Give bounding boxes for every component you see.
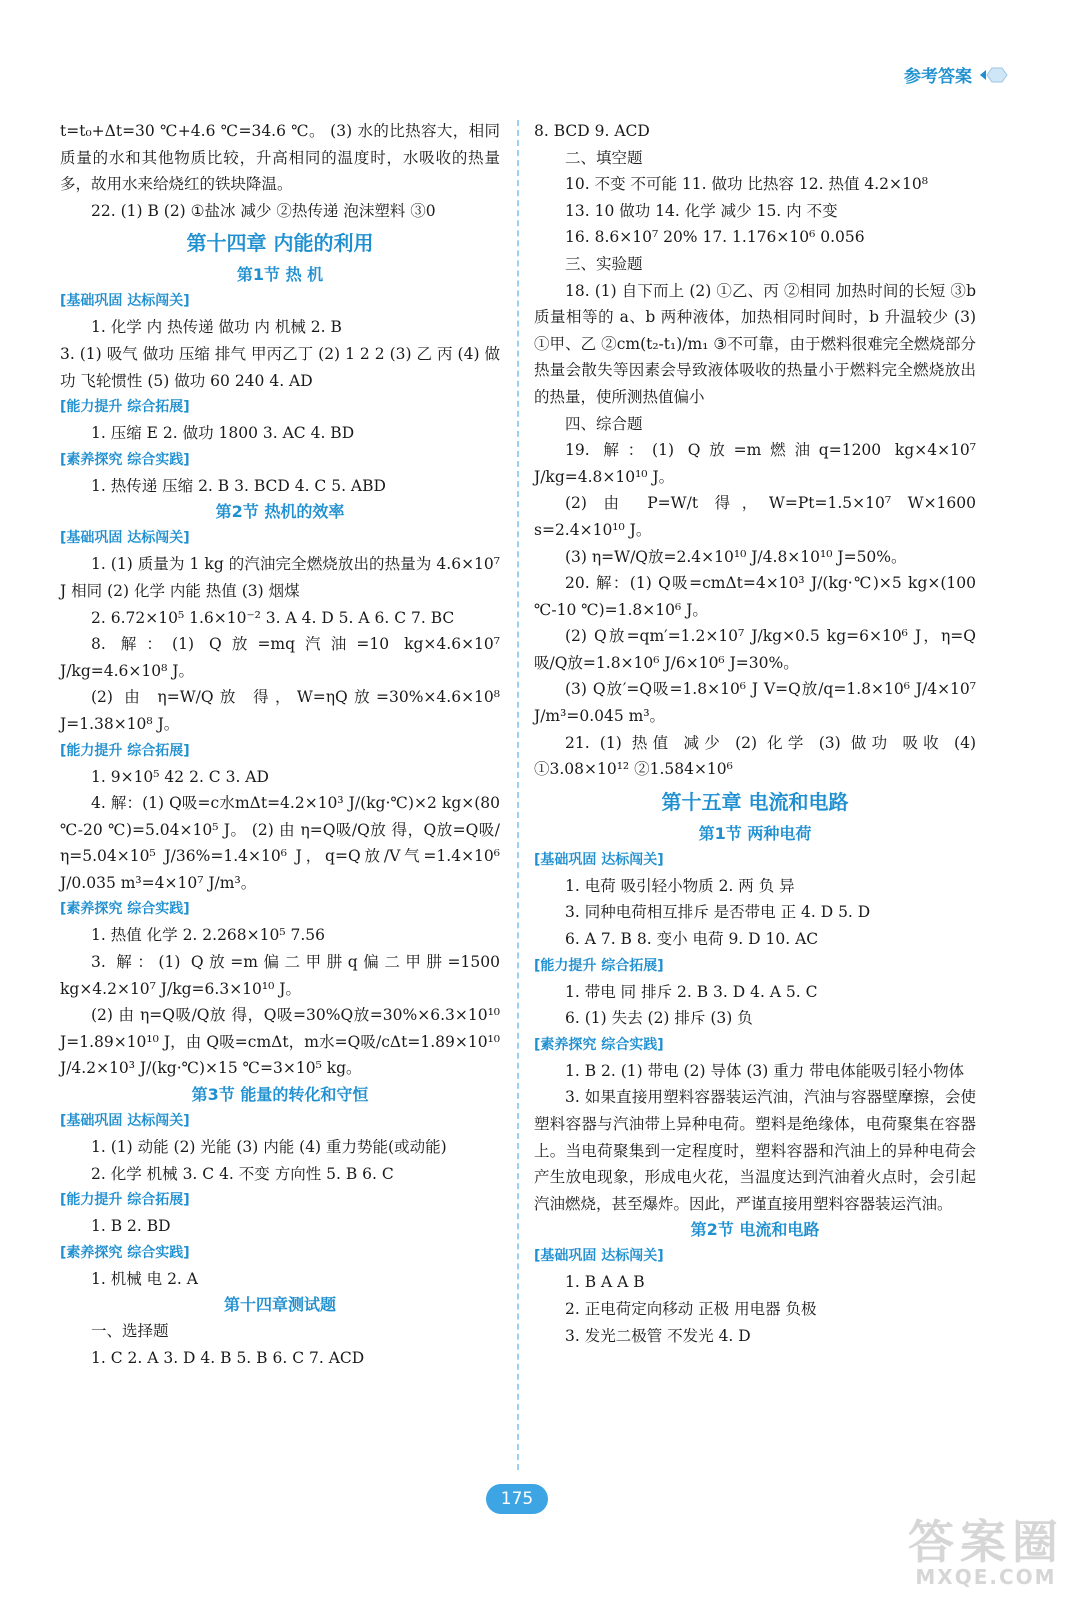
- answer-line: 2. 正电荷定向移动 正极 用电器 负极: [565, 1299, 817, 1318]
- left-column: [60, 118, 500, 1372]
- answer-line: t=t₀+Δt=30 ℃+4.6 ℃=34.6 ℃。 (3) 水的比热容大，相同质量的水和其他物质比较，升高相同的温度时，水吸收的热量多，故用水来给烧红的铁块降温。: [60, 122, 500, 194]
- section-title: 第2节 电流和电路: [690, 1220, 820, 1240]
- answer-line: (2) 由 P=W/t 得，W=Pt=1.5×10⁷ W×1600 s=2.4×10¹⁰ J。: [534, 494, 976, 539]
- answer-line: 1. B 2. (1) 带电 (2) 导体 (3) 重力 带电体能吸引轻小物体: [565, 1061, 965, 1080]
- answer-line: 1. 压缩 E 2. 做功 1800 3. AC 4. BD: [91, 424, 355, 443]
- chapter-title: 第十四章 内能的利用: [186, 231, 374, 256]
- answer-line: 1. C 2. A 3. D 4. B 5. B 6. C 7. ACD: [91, 1349, 365, 1367]
- answer-line: 1. 机械 电 2. A: [91, 1269, 198, 1288]
- practice-label: [基础巩固 达标闯关]: [60, 530, 190, 547]
- answer-line: 1. B A A B: [565, 1273, 645, 1292]
- practice-label: [能力提升 综合拓展]: [534, 957, 664, 974]
- answer-line: 6. (1) 失去 (2) 排斥 (3) 负: [565, 1009, 753, 1028]
- answer-line: 1. (1) 动能 (2) 光能 (3) 内能 (4) 重力势能(或动能): [91, 1138, 447, 1157]
- answer-line: 10. 不变 不可能 11. 做功 比热容 12. 热值 4.2×10⁸: [565, 175, 928, 194]
- section-title: 第2节 热机的效率: [215, 502, 345, 522]
- answer-line: 四、综合题: [565, 414, 643, 433]
- answer-line: (3) Q放′=Q吸=1.8×10⁶ J V=Q放/q=1.8×10⁶ J/4×10⁷ J/m³=0.045 m³。: [534, 680, 976, 726]
- answer-line: 8. BCD 9. ACD: [534, 122, 650, 140]
- answer-line: 22. (1) B (2) ①盐冰 减少 ②热传递 泡沫塑料 ③0: [91, 201, 436, 220]
- practice-label: [基础巩固 达标闯关]: [534, 851, 664, 868]
- answer-line: 1. B 2. BD: [91, 1217, 171, 1236]
- practice-label: [素养探究 综合实践]: [60, 1244, 190, 1261]
- practice-label: [能力提升 综合拓展]: [60, 742, 190, 759]
- answer-line: 13. 10 做功 14. 化学 减少 15. 内 不变: [565, 201, 838, 220]
- hexagon-arrow-icon: [978, 66, 1008, 84]
- section-title: 第1节 热 机: [236, 265, 324, 285]
- answer-line: (2) 由 η=W/Q放 得，W=ηQ放=30%×4.6×10⁸ J=1.38×10⁸ J。: [60, 688, 500, 733]
- page-header: [904, 62, 1008, 87]
- answer-line: 19. 解：(1) Q放=m燃油q=1200 kg×4×10⁷ J/kg=4.8×10¹⁰ J。: [534, 441, 976, 486]
- answer-line: 21. (1) 热值 减少 (2) 化学 (3) 做功 吸收 (4) ①3.08×10¹² ②1.584×10⁶: [534, 733, 976, 779]
- practice-label: [基础巩固 达标闯关]: [60, 1113, 190, 1130]
- answer-line: 16. 8.6×10⁷ 20% 17. 1.176×10⁶ 0.056: [565, 228, 865, 247]
- practice-label: [能力提升 综合拓展]: [60, 1192, 190, 1209]
- answer-line: 3. 解：(1) Q放=m偏二甲肼q偏二甲肼=1500 kg×4.2×10⁷ J/kg=6.3×10¹⁰ J。: [60, 953, 500, 998]
- practice-label: [基础巩固 达标闯关]: [534, 1248, 664, 1265]
- answer-line: 2. 6.72×10⁵ 1.6×10⁻² 3. A 4. D 5. A 6. C 7. BC: [91, 608, 455, 627]
- page-number: 175: [486, 1484, 548, 1514]
- right-column: [534, 118, 976, 1349]
- header-title: 参考答案: [904, 67, 972, 87]
- answer-line: 1. 化学 内 热传递 做功 内 机械 2. B: [91, 318, 342, 337]
- practice-label: [素养探究 综合实践]: [60, 451, 190, 468]
- watermark-logo: [908, 1515, 1064, 1589]
- practice-label: [能力提升 综合拓展]: [60, 399, 190, 416]
- answer-line: 一、选择题: [91, 1322, 169, 1341]
- answer-line: 8. 解：(1) Q放=mq汽油=10 kg×4.6×10⁷ J/kg=4.6×10⁸ J。: [60, 635, 500, 680]
- answer-line: (2) Q放=qm′=1.2×10⁷ J/kg×0.5 kg=6×10⁶ J，η=Q吸/Q放=1.8×10⁶ J/6×10⁶ J=30%。: [534, 627, 976, 672]
- watermark-text: 答案圈: [908, 1515, 1064, 1569]
- answer-line: 二、填空题: [565, 148, 643, 167]
- answer-line: 18. (1) 自下而上 (2) ①乙、丙 ②相同 加热时间的长短 ③b 质量相等的 a、b 两种液体，加热相同时间时，b 升温较少 (3) ①甲、乙 ②cm(t₂-t₁)/m₁ ③不可靠，由于燃料很难完全燃烧部分热量会散失等因素会导致液体吸收的热量小于燃料完全燃烧放出的热量，使所测热值偏小: [534, 281, 976, 406]
- answer-line: (2) 由 η=Q吸/Q放 得，Q吸=30%Q放=30%×6.3×10¹⁰ J=1.89×10¹⁰ J，由 Q吸=cmΔt，m水=Q吸/cΔt=1.89×10¹⁰ J/4.2×10³ J/(kg·℃)×15 ℃=3×10⁵ kg。: [60, 1006, 500, 1078]
- answer-line: 1. 9×10⁵ 42 2. C 3. AD: [91, 767, 269, 786]
- watermark-url: MXQE.COM: [915, 1565, 1057, 1589]
- practice-label: [基础巩固 达标闯关]: [60, 293, 190, 310]
- answer-line: 3. 如果直接用塑料容器装运汽油，汽油与容器壁摩擦，会使塑料容器与汽油带上异种电荷。塑料是绝缘体，电荷聚集在容器上。当电荷聚集到一定程度时，塑料容器和汽油上的异种电荷会产生放电现象，形成电火花，当温度达到汽油着火点时，会引起汽油燃烧，甚至爆炸。因此，严谨直接用塑料容器装运汽油。: [534, 1088, 976, 1213]
- answer-line: (3) η=W/Q放=2.4×10¹⁰ J/4.8×10¹⁰ J=50%。: [565, 547, 907, 566]
- answer-line: 3. 发光二极管 不发光 4. D: [565, 1326, 751, 1345]
- answer-line: 三、实验题: [565, 254, 643, 273]
- answer-line: 2. 化学 机械 3. C 4. 不变 方向性 5. B 6. C: [91, 1164, 394, 1183]
- answer-line: 4. 解：(1) Q吸=c水mΔt=4.2×10³ J/(kg·℃)×2 kg×(80 ℃-20 ℃)=5.04×10⁵ J。 (2) 由 η=Q吸/Q放 得，Q放=Q吸/η=5.04×10⁵ J/36%=1.4×10⁶ J，q=Q放/V气=1.4×10⁶ J/0.035 m³=4×10⁷ J/m³。: [60, 794, 500, 892]
- practice-label: [素养探究 综合实践]: [534, 1036, 664, 1053]
- answer-line: 3. 同种电荷相互排斥 是否带电 正 4. D 5. D: [565, 903, 871, 922]
- chapter-title: 第十五章 电流和电路: [661, 789, 849, 814]
- practice-label: [素养探究 综合实践]: [60, 901, 190, 918]
- section-title: 第1节 两种电荷: [698, 823, 812, 843]
- answer-line: 6. A 7. B 8. 变小 电荷 9. D 10. AC: [565, 930, 819, 949]
- answer-line: 1. 带电 同 排斥 2. B 3. D 4. A 5. C: [565, 982, 818, 1001]
- answer-line: 1. (1) 质量为 1 kg 的汽油完全燃烧放出的热量为 4.6×10⁷ J 相同 (2) 化学 内能 热值 (3) 烟煤: [60, 555, 500, 600]
- section-title: 第3节 能量的转化和守恒: [191, 1085, 369, 1105]
- section-title: 第十四章测试题: [223, 1295, 336, 1315]
- answer-line: 1. 热传递 压缩 2. B 3. BCD 4. C 5. ABD: [91, 476, 386, 495]
- answer-line: 20. 解：(1) Q吸=cmΔt=4×10³ J/(kg·℃)×5 kg×(100 ℃-10 ℃)=1.8×10⁶ J。: [534, 574, 976, 619]
- answer-line: 1. 热值 化学 2. 2.268×10⁵ 7.56: [91, 926, 326, 945]
- column-divider: [517, 120, 519, 1470]
- answer-line: 3. (1) 吸气 做功 压缩 排气 甲丙乙丁 (2) 1 2 2 (3) 乙 丙 (4) 做功 飞轮惯性 (5) 做功 60 240 4. AD: [60, 344, 500, 390]
- answer-line: 1. 电荷 吸引轻小物质 2. 两 负 异: [565, 876, 795, 895]
